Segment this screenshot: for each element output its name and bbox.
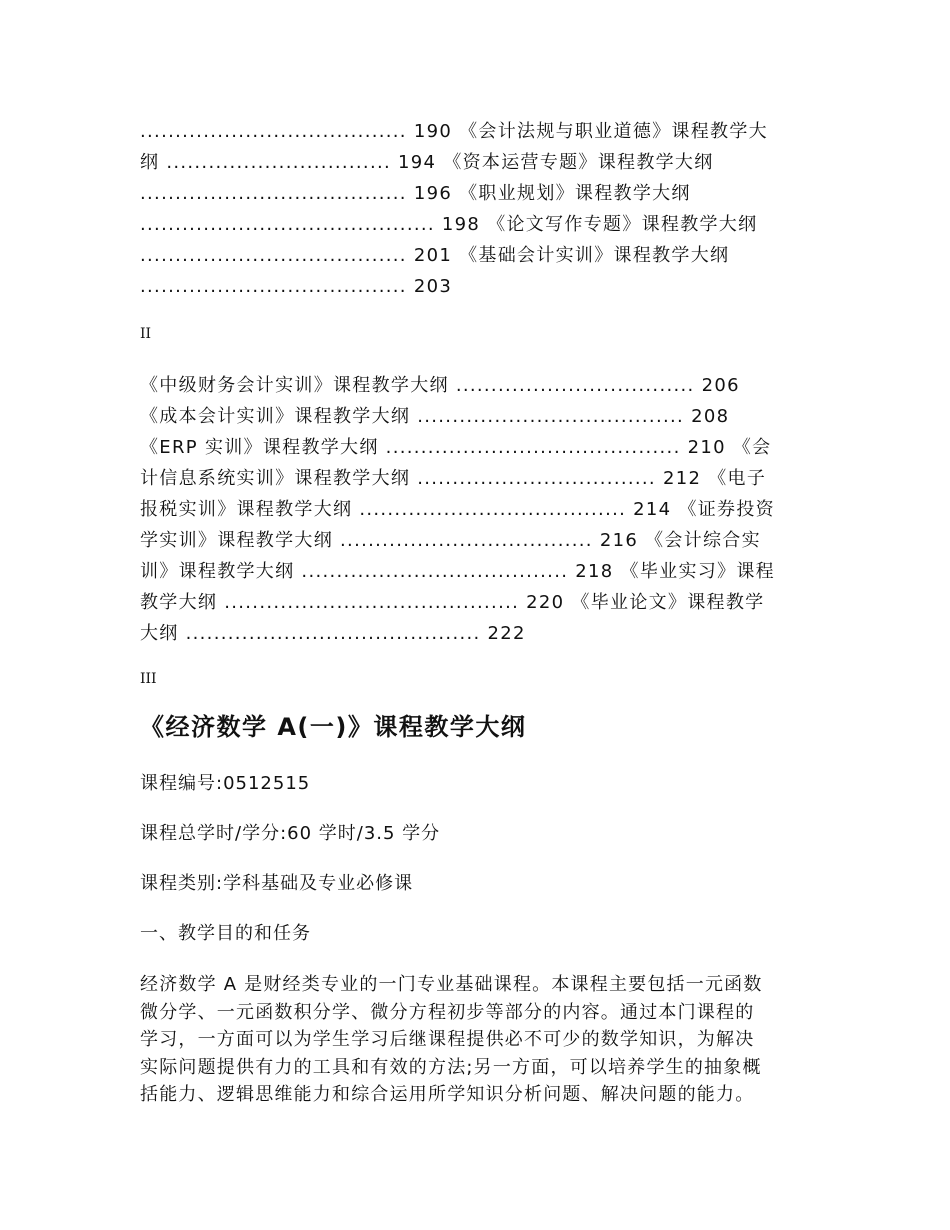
paragraph-line: 括能力、逻辑思维能力和综合运用所学知识分析问题、解决问题的能力。 [140, 1084, 755, 1105]
toc-line: 大纲 .......................................... 222 [140, 623, 526, 644]
toc-block-2 [140, 370, 820, 649]
toc-line: 学实训》课程教学大纲 .................................... 216 《会计综合实 [140, 530, 761, 551]
toc-line: ...................................... 201 《基础会计实训》课程教学大纲 [140, 245, 730, 266]
section-heading: 一、教学目的和任务 [140, 923, 311, 944]
section-paragraph [140, 971, 812, 1109]
paragraph-line: 学习，一方面可以为学生学习后继课程提供必不可少的数学知识，为解决 [140, 1029, 755, 1050]
page-number-roman: III [140, 671, 157, 687]
toc-line: 训》课程教学大纲 ...................................... 218 《毕业实习》课程 [140, 561, 775, 582]
course-title: 《经济数学 A(一)》课程教学大纲 [140, 713, 527, 741]
toc-line: 计信息系统实训》课程教学大纲 .................................. 212 《电子 [140, 468, 767, 489]
paragraph-line: 实际问题提供有力的工具和有效的方法;另一方面，可以培养学生的抽象概 [140, 1056, 762, 1078]
toc-line: 纲 ................................ 194 《资本运营专题》课程教学大纲 [140, 152, 714, 173]
toc-line: .......................................... 198 《论文写作专题》课程教学大纲 [140, 214, 758, 235]
toc-line: 《中级财务会计实训》课程教学大纲 .................................. 206 [140, 375, 740, 396]
paragraph-line: 微分学、一元函数积分学、微分方程初步等部分的内容。通过本门课程的 [140, 1001, 755, 1023]
toc-line: ...................................... 190 《会计法规与职业道德》课程教学大 [140, 121, 768, 142]
page-number-roman: II [140, 326, 152, 342]
toc-line: 报税实训》课程教学大纲 ...................................... 214 《证券投资 [140, 499, 775, 520]
toc-line: 《成本会计实训》课程教学大纲 ...................................... 208 [140, 406, 730, 427]
course-code: 课程编号:0512515 [140, 773, 311, 794]
toc-line: ...................................... 203 [140, 276, 453, 297]
paragraph-line: 经济数学 A 是财经类专业的一门专业基础课程。本课程主要包括一元函数 [140, 974, 763, 995]
course-hours: 课程总学时/学分:60 学时/3.5 学分 [140, 823, 441, 844]
toc-line: 《ERP 实训》课程教学大纲 .......................................... 210 《会 [140, 437, 772, 458]
course-category: 课程类别:学科基础及专业必修课 [140, 873, 414, 894]
toc-line: 教学大纲 .......................................... 220 《毕业论文》课程教学 [140, 592, 765, 613]
toc-line: ...................................... 196 《职业规划》课程教学大纲 [140, 183, 691, 204]
document-page [140, 116, 820, 1109]
toc-block-1 [140, 116, 820, 302]
